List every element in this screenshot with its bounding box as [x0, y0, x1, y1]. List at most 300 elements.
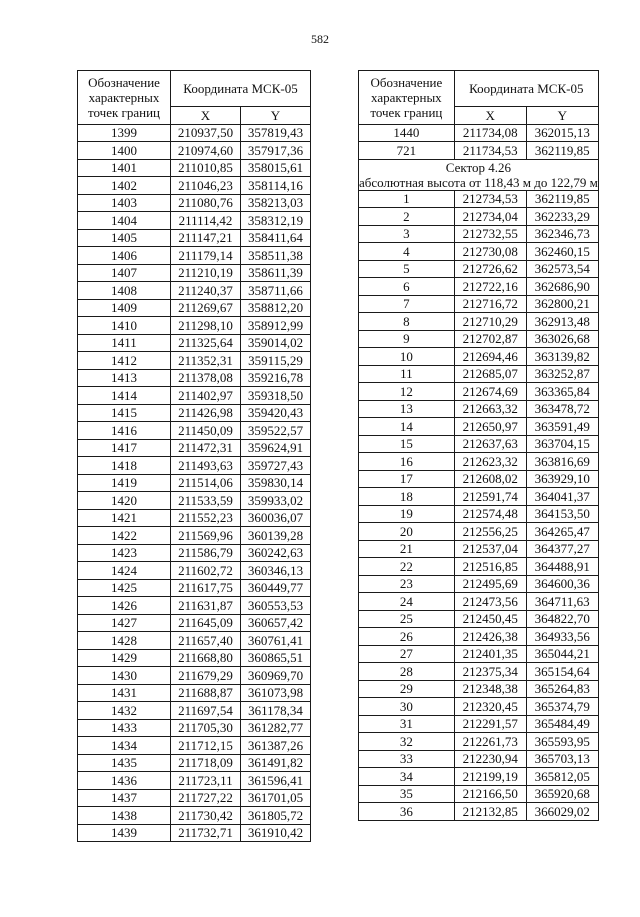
- point-number: 36: [359, 803, 455, 821]
- x-coordinate: 211552,23: [171, 509, 241, 527]
- x-coordinate: 211325,64: [171, 334, 241, 352]
- table-row: [78, 457, 311, 475]
- point-number: 24: [359, 593, 455, 611]
- y-coordinate: 364377,27: [526, 540, 598, 558]
- x-header: X: [171, 107, 241, 125]
- point-number: 1409: [78, 299, 171, 317]
- left-table-body: [78, 124, 311, 842]
- x-coordinate: 211533,59: [171, 492, 241, 510]
- x-coordinate: 211645,09: [171, 614, 241, 632]
- table-row: [78, 719, 311, 737]
- x-coordinate: 211046,23: [171, 177, 241, 195]
- point-number: 1399: [78, 124, 171, 142]
- point-number: 1421: [78, 509, 171, 527]
- y-coordinate: 358912,99: [241, 317, 311, 335]
- y-coordinate: 362913,48: [526, 313, 598, 331]
- y-coordinate: 360139,28: [241, 527, 311, 545]
- point-number: 20: [359, 523, 455, 541]
- x-coordinate: 211269,67: [171, 299, 241, 317]
- y-coordinate: 363139,82: [526, 348, 598, 366]
- y-coordinate: 362119,85: [526, 190, 598, 208]
- table-row: [359, 365, 599, 383]
- y-coordinate: 359727,43: [241, 457, 311, 475]
- y-coordinate: 365593,95: [526, 733, 598, 751]
- table-row: [78, 684, 311, 702]
- x-coordinate: 212166,50: [454, 785, 526, 803]
- point-number: 27: [359, 645, 455, 663]
- x-coordinate: 212574,48: [454, 505, 526, 523]
- x-coordinate: 212722,16: [454, 278, 526, 296]
- y-coordinate: 365374,79: [526, 698, 598, 716]
- point-number: 18: [359, 488, 455, 506]
- y-coordinate: 359115,29: [241, 352, 311, 370]
- x-coordinate: 211402,97: [171, 387, 241, 405]
- x-coordinate: 211472,31: [171, 439, 241, 457]
- table-row: [359, 330, 599, 348]
- table-row: [359, 680, 599, 698]
- point-label-header: Обозначение характерных точек границ: [78, 71, 171, 125]
- x-coordinate: 212730,08: [454, 243, 526, 261]
- point-number: 1424: [78, 562, 171, 580]
- table-row: [359, 750, 599, 768]
- table-row: [359, 575, 599, 593]
- right-table-body: [359, 190, 599, 820]
- y-coordinate: 365484,49: [526, 715, 598, 733]
- y-coordinate: 364600,36: [526, 575, 598, 593]
- point-number: 1415: [78, 404, 171, 422]
- x-coordinate: 212132,85: [454, 803, 526, 821]
- x-coordinate: 211727,22: [171, 789, 241, 807]
- x-coordinate: 211010,85: [171, 159, 241, 177]
- point-number: 34: [359, 768, 455, 786]
- x-coordinate: 211617,75: [171, 579, 241, 597]
- x-coordinate: 212608,02: [454, 470, 526, 488]
- table-row: [359, 540, 599, 558]
- y-coordinate: 362346,73: [526, 225, 598, 243]
- point-number: 1407: [78, 264, 171, 282]
- point-number: 1427: [78, 614, 171, 632]
- table-row: [359, 470, 599, 488]
- point-number: 1413: [78, 369, 171, 387]
- point-number: 23: [359, 575, 455, 593]
- x-coordinate: 211718,09: [171, 754, 241, 772]
- x-coordinate: 212710,29: [454, 313, 526, 331]
- table-row: [78, 544, 311, 562]
- table-row: [359, 488, 599, 506]
- point-number: 33: [359, 750, 455, 768]
- point-number: 1403: [78, 194, 171, 212]
- table-row: [78, 282, 311, 300]
- point-number: 4: [359, 243, 455, 261]
- y-coordinate: 362800,21: [526, 295, 598, 313]
- x-coordinate: 212734,53: [454, 190, 526, 208]
- table-row: [359, 610, 599, 628]
- y-coordinate: 362460,15: [526, 243, 598, 261]
- x-coordinate: 212320,45: [454, 698, 526, 716]
- y-coordinate: 365044,21: [526, 645, 598, 663]
- point-number: 1408: [78, 282, 171, 300]
- x-coordinate: 212473,56: [454, 593, 526, 611]
- table-row: [78, 264, 311, 282]
- y-coordinate: 358511,38: [241, 247, 311, 265]
- y-coordinate: 359318,50: [241, 387, 311, 405]
- point-number: 6: [359, 278, 455, 296]
- y-coordinate: 361491,82: [241, 754, 311, 772]
- x-coordinate: 212623,32: [454, 453, 526, 471]
- table-row: [78, 142, 311, 160]
- x-coordinate: 211298,10: [171, 317, 241, 335]
- point-number: 2: [359, 208, 455, 226]
- y-coordinate: 363026,68: [526, 330, 598, 348]
- x-coordinate: 211352,31: [171, 352, 241, 370]
- table-row: [359, 418, 599, 436]
- y-coordinate: 360969,70: [241, 667, 311, 685]
- x-coordinate: 212650,97: [454, 418, 526, 436]
- y-coordinate: 360761,41: [241, 632, 311, 650]
- x-coordinate: 211378,08: [171, 369, 241, 387]
- y-coordinate: 366029,02: [526, 803, 598, 821]
- point-number: 32: [359, 733, 455, 751]
- point-number: 1420: [78, 492, 171, 510]
- y-coordinate: 361910,42: [241, 824, 311, 842]
- y-coordinate: 364265,47: [526, 523, 598, 541]
- point-number: 1411: [78, 334, 171, 352]
- coordinate-system-header: Координата МСК-05: [171, 71, 311, 107]
- table-row: [78, 667, 311, 685]
- y-coordinate: 361701,05: [241, 789, 311, 807]
- table-row: [78, 824, 311, 842]
- table-row: [78, 807, 311, 825]
- point-number: 1435: [78, 754, 171, 772]
- x-coordinate: 211426,98: [171, 404, 241, 422]
- x-coordinate: 212726,62: [454, 260, 526, 278]
- y-coordinate: 364041,37: [526, 488, 598, 506]
- point-number: 1425: [78, 579, 171, 597]
- table-row: [78, 194, 311, 212]
- table-row: [359, 383, 599, 401]
- x-coordinate: 212426,38: [454, 628, 526, 646]
- table-row: [78, 527, 311, 545]
- point-number: 11: [359, 365, 455, 383]
- y-coordinate: 361805,72: [241, 807, 311, 825]
- point-number: 721: [359, 142, 455, 160]
- table-row: [359, 523, 599, 541]
- point-number: 1417: [78, 439, 171, 457]
- y-coordinate: 361073,98: [241, 684, 311, 702]
- x-coordinate: 212556,25: [454, 523, 526, 541]
- table-row: [359, 768, 599, 786]
- table-row: [359, 400, 599, 418]
- x-coordinate: 212732,55: [454, 225, 526, 243]
- x-coordinate: 212516,85: [454, 558, 526, 576]
- point-number: 22: [359, 558, 455, 576]
- table-row: [359, 225, 599, 243]
- table-row: [78, 492, 311, 510]
- point-number: 1414: [78, 387, 171, 405]
- x-coordinate: 212663,32: [454, 400, 526, 418]
- point-number: 10: [359, 348, 455, 366]
- point-number: 9: [359, 330, 455, 348]
- point-number: 15: [359, 435, 455, 453]
- x-coordinate: 212348,38: [454, 680, 526, 698]
- x-coordinate: 212674,69: [454, 383, 526, 401]
- table-row: [359, 663, 599, 681]
- table-row: [78, 247, 311, 265]
- point-number: 1431: [78, 684, 171, 702]
- point-number: 3: [359, 225, 455, 243]
- x-coordinate: 212591,74: [454, 488, 526, 506]
- y-coordinate: 362573,54: [526, 260, 598, 278]
- x-coordinate: 212261,73: [454, 733, 526, 751]
- table-row: [78, 212, 311, 230]
- x-coordinate: 212401,35: [454, 645, 526, 663]
- table-row: [78, 352, 311, 370]
- y-coordinate: 360449,77: [241, 579, 311, 597]
- x-coordinate: 210974,60: [171, 142, 241, 160]
- table-row: [359, 505, 599, 523]
- x-coordinate: 212685,07: [454, 365, 526, 383]
- y-coordinate: 359522,57: [241, 422, 311, 440]
- table-row: [78, 772, 311, 790]
- point-number: 1426: [78, 597, 171, 615]
- x-coordinate: 211734,08: [454, 124, 526, 142]
- x-coordinate: 211493,63: [171, 457, 241, 475]
- point-number: 1412: [78, 352, 171, 370]
- table-row: [359, 558, 599, 576]
- point-number: 29: [359, 680, 455, 698]
- y-coordinate: 360553,53: [241, 597, 311, 615]
- table-row: [78, 404, 311, 422]
- x-coordinate: 211705,30: [171, 719, 241, 737]
- y-coordinate: 363929,10: [526, 470, 598, 488]
- y-coordinate: 365154,64: [526, 663, 598, 681]
- page-number: 582: [311, 32, 329, 46]
- point-number: 1400: [78, 142, 171, 160]
- x-coordinate: 212230,94: [454, 750, 526, 768]
- y-coordinate: 359624,91: [241, 439, 311, 457]
- x-coordinate: 212702,87: [454, 330, 526, 348]
- table-row: [359, 698, 599, 716]
- table-row: [78, 229, 311, 247]
- x-coordinate: 211240,37: [171, 282, 241, 300]
- y-header: Y: [241, 107, 311, 125]
- table-row: [78, 299, 311, 317]
- x-coordinate: 211688,87: [171, 684, 241, 702]
- point-number: 13: [359, 400, 455, 418]
- table-row: [359, 295, 599, 313]
- table-row: [359, 313, 599, 331]
- right-table-body-top: [359, 124, 599, 159]
- y-coordinate: 357917,36: [241, 142, 311, 160]
- x-coordinate: 211210,19: [171, 264, 241, 282]
- point-number: 21: [359, 540, 455, 558]
- point-number: 8: [359, 313, 455, 331]
- x-coordinate: 211697,54: [171, 702, 241, 720]
- y-coordinate: 358812,20: [241, 299, 311, 317]
- y-coordinate: 362015,13: [526, 124, 598, 142]
- table-row: [359, 645, 599, 663]
- point-number: 17: [359, 470, 455, 488]
- point-number: 1439: [78, 824, 171, 842]
- y-coordinate: 358312,19: [241, 212, 311, 230]
- point-number: 1433: [78, 719, 171, 737]
- x-coordinate: 211586,79: [171, 544, 241, 562]
- point-number: 1434: [78, 737, 171, 755]
- table-row: [78, 422, 311, 440]
- point-number: 1440: [359, 124, 455, 142]
- x-coordinate: 212495,69: [454, 575, 526, 593]
- x-coordinate: 211602,72: [171, 562, 241, 580]
- table-row: [78, 579, 311, 597]
- y-coordinate: 360657,42: [241, 614, 311, 632]
- table-row: [359, 260, 599, 278]
- point-number: 1429: [78, 649, 171, 667]
- y-coordinate: 359933,02: [241, 492, 311, 510]
- y-coordinate: 362119,85: [526, 142, 598, 160]
- point-number: 19: [359, 505, 455, 523]
- x-coordinate: 211657,40: [171, 632, 241, 650]
- x-coordinate: 211734,53: [454, 142, 526, 160]
- y-coordinate: 361596,41: [241, 772, 311, 790]
- x-coordinate: 211450,09: [171, 422, 241, 440]
- table-row: [78, 509, 311, 527]
- x-coordinate: 211712,15: [171, 737, 241, 755]
- x-coordinate: 212291,57: [454, 715, 526, 733]
- y-coordinate: 358114,16: [241, 177, 311, 195]
- table-row: [359, 243, 599, 261]
- table-row: [359, 348, 599, 366]
- y-coordinate: 362686,90: [526, 278, 598, 296]
- x-coordinate: 212637,63: [454, 435, 526, 453]
- x-coordinate: 211668,80: [171, 649, 241, 667]
- table-row: [78, 177, 311, 195]
- y-coordinate: 361387,26: [241, 737, 311, 755]
- point-number: 30: [359, 698, 455, 716]
- point-label-header: Обозначение характерных точек границ: [359, 71, 455, 125]
- y-coordinate: 359014,02: [241, 334, 311, 352]
- x-coordinate: 212450,45: [454, 610, 526, 628]
- point-number: 1432: [78, 702, 171, 720]
- y-coordinate: 360346,13: [241, 562, 311, 580]
- coordinates-table-left: [77, 70, 311, 842]
- point-number: 7: [359, 295, 455, 313]
- x-coordinate: 211114,42: [171, 212, 241, 230]
- x-coordinate: 212716,72: [454, 295, 526, 313]
- x-coordinate: 212537,04: [454, 540, 526, 558]
- y-coordinate: 358213,03: [241, 194, 311, 212]
- y-coordinate: 358711,66: [241, 282, 311, 300]
- table-row: [78, 649, 311, 667]
- y-coordinate: 358411,64: [241, 229, 311, 247]
- point-number: 28: [359, 663, 455, 681]
- table-row: [359, 733, 599, 751]
- x-coordinate: 211179,14: [171, 247, 241, 265]
- y-coordinate: 363252,87: [526, 365, 598, 383]
- y-coordinate: 363591,49: [526, 418, 598, 436]
- y-header: Y: [526, 107, 598, 125]
- table-row: [359, 593, 599, 611]
- x-coordinate: 211514,06: [171, 474, 241, 492]
- y-coordinate: 359420,43: [241, 404, 311, 422]
- y-coordinate: 364933,56: [526, 628, 598, 646]
- point-number: 1438: [78, 807, 171, 825]
- coordinates-table-right: [358, 70, 599, 821]
- point-number: 1419: [78, 474, 171, 492]
- table-row: [359, 142, 599, 160]
- y-coordinate: 363816,69: [526, 453, 598, 471]
- x-coordinate: 211732,71: [171, 824, 241, 842]
- table-row: [359, 628, 599, 646]
- point-number: 1406: [78, 247, 171, 265]
- table-row: [78, 562, 311, 580]
- sector-row: [359, 159, 599, 190]
- sector-altitude: абсолютная высота от 118,43 м до 122,79 м: [359, 174, 598, 190]
- point-number: 14: [359, 418, 455, 436]
- point-number: 12: [359, 383, 455, 401]
- y-coordinate: 360865,51: [241, 649, 311, 667]
- y-coordinate: 357819,43: [241, 124, 311, 142]
- point-number: 1410: [78, 317, 171, 335]
- y-coordinate: 363365,84: [526, 383, 598, 401]
- y-coordinate: 364822,70: [526, 610, 598, 628]
- table-row: [78, 387, 311, 405]
- sector-heading: [359, 159, 599, 190]
- y-coordinate: 365812,05: [526, 768, 598, 786]
- x-coordinate: 211631,87: [171, 597, 241, 615]
- table-row: [78, 334, 311, 352]
- point-number: 1428: [78, 632, 171, 650]
- table-row: [78, 614, 311, 632]
- point-number: 1422: [78, 527, 171, 545]
- point-number: 1405: [78, 229, 171, 247]
- y-coordinate: 364488,91: [526, 558, 598, 576]
- point-number: 1430: [78, 667, 171, 685]
- x-coordinate: 212694,46: [454, 348, 526, 366]
- table-row: [359, 278, 599, 296]
- y-coordinate: 359830,14: [241, 474, 311, 492]
- table-row: [78, 439, 311, 457]
- point-number: 5: [359, 260, 455, 278]
- coordinate-system-header: Координата МСК-05: [454, 71, 598, 107]
- point-number: 1402: [78, 177, 171, 195]
- point-number: 1423: [78, 544, 171, 562]
- x-coordinate: 212199,19: [454, 768, 526, 786]
- table-row: [359, 190, 599, 208]
- y-coordinate: 363704,15: [526, 435, 598, 453]
- point-number: 1436: [78, 772, 171, 790]
- point-number: 31: [359, 715, 455, 733]
- y-coordinate: 361178,34: [241, 702, 311, 720]
- point-number: 16: [359, 453, 455, 471]
- table-row: [78, 754, 311, 772]
- x-coordinate: 212375,34: [454, 663, 526, 681]
- y-coordinate: 365920,68: [526, 785, 598, 803]
- table-row: [359, 453, 599, 471]
- point-number: 1437: [78, 789, 171, 807]
- table-row: [78, 317, 311, 335]
- y-coordinate: 360036,07: [241, 509, 311, 527]
- x-coordinate: 212734,04: [454, 208, 526, 226]
- x-coordinate: 211679,29: [171, 667, 241, 685]
- table-row: [78, 632, 311, 650]
- y-coordinate: 365264,83: [526, 680, 598, 698]
- x-coordinate: 211080,76: [171, 194, 241, 212]
- x-coordinate: 211147,21: [171, 229, 241, 247]
- point-number: 1416: [78, 422, 171, 440]
- point-number: 35: [359, 785, 455, 803]
- y-coordinate: 364711,63: [526, 593, 598, 611]
- table-row: [359, 435, 599, 453]
